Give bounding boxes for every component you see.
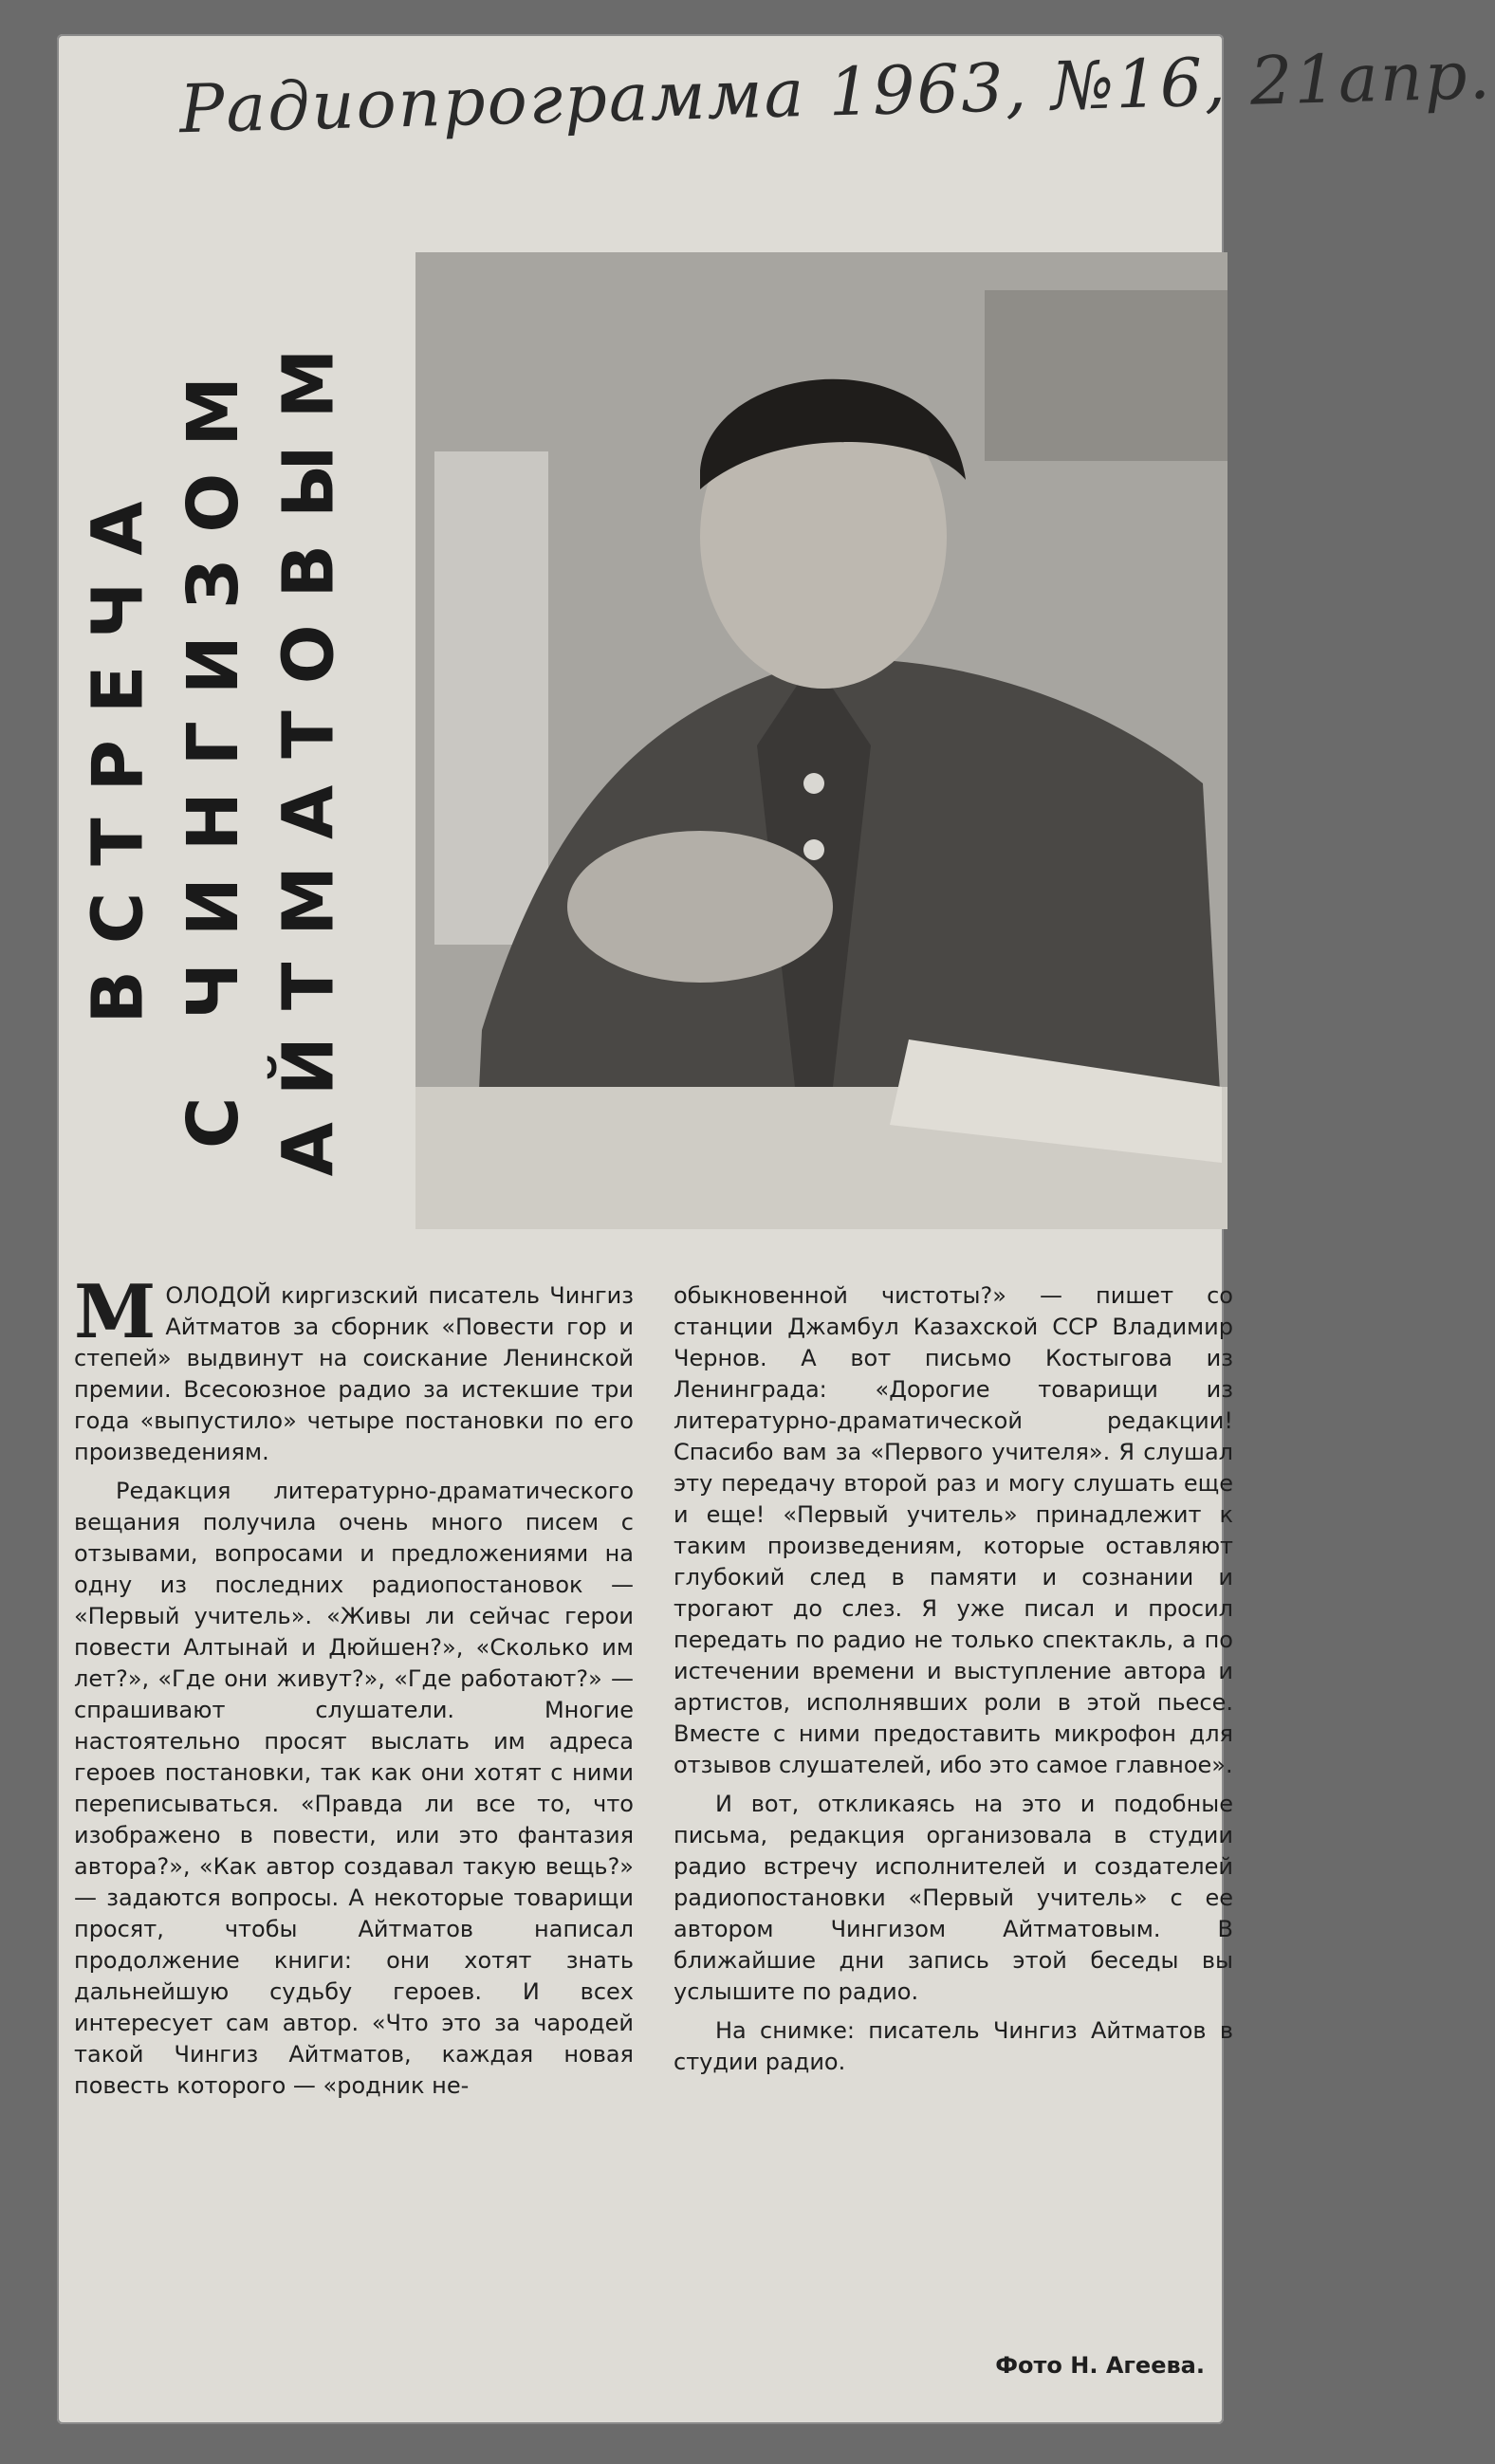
article-lead bbox=[74, 1269, 634, 1468]
portrait-photo-icon bbox=[415, 252, 1227, 1229]
lead-text: ОЛОДОЙ киргизский писатель Чингиз Айтматов за сборник «Повести гор и степей» выдвинут на соискание Ленинской премии. Всесоюзное радио за истекшие три года «выпустило» четыре постановки по его произведениям. bbox=[74, 1282, 634, 1465]
handwritten-note: Радиопрограмма 1963, №16, 21апр. bbox=[178, 36, 1493, 149]
photo-caption: На снимке: писатель Чингиз Айтматов в студии радио. bbox=[674, 2017, 1233, 2075]
article-paragraph-3: обыкновенной чистоты?» — пишет со станции Джамбул Казахской ССР Владимир Чернов. А вот письмо Костыгова из Ленинграда: «Дорогие товарищи из литературно-драматической редакции! Спасибо вам за «Первого учителя». Я слушал эту передачу второй раз и могу слушать еще и еще! «Первый учитель» принадлежит к таким произведениям, которые оставляют глубокий след в памяти и сознании и трогают до слез. Я уже писал и просил передать по радио не только спектакль, а по истечении времени и выступление автора и артистов, исполнявших роли в этой пьесе. Вместе с ними предоставить микрофон для отзывов слушателей, ибо это самое главное». bbox=[674, 1282, 1233, 1778]
article-body bbox=[74, 1269, 1233, 2352]
article-paragraph-2: Редакция литературно-драматического вещания получила очень много писем с отзывами, вопросами и предложениями на одну из последних радиопостановок — «Первый учитель». «Живы ли сейчас герои повести Алтынай и Дюйшен?», «Сколько им лет?», «Где они живут?», «Где работают?» — спрашивают слушатели. Многие настоятельно просят выслать им адреса героев постановки, так как они хотят с ними переписываться. «Правда ли все то, что изображено в повести, или это фантазия автора?», «Как автор создавал такую вещь?» — задаются вопросы. А некоторые товарищи просят, чтобы Айтматов написал продолжение книги: они хотят знать дальнейшую судьбу героев. И всех интересует сам автор. «Что это за чародей такой Чингиз Айтматов, каждая новая повесть которого — «родник не- bbox=[74, 1478, 634, 2099]
headline-line-1-text: ВСТРЕЧА bbox=[78, 474, 160, 1024]
article-paragraph-4: И вот, откликаясь на это и подобные письма, редакция организовала в студии радио встречу исполнителей и создателей радиопостановки «Первый учитель» с ее автором Чингизом Айтматовым. В ближайшие дни запись этой беседы вы услышите по радио. bbox=[674, 1791, 1233, 2005]
article-column-left bbox=[74, 1269, 634, 2352]
portrait-illustration bbox=[415, 252, 1227, 1229]
headline-line-3-text: АЙТМАТОВЫМ bbox=[268, 322, 350, 1177]
headline-line-2-text: С ЧИНГИЗОМ bbox=[173, 350, 254, 1149]
headline-line-1 bbox=[76, 228, 161, 1271]
headline bbox=[71, 228, 356, 1271]
dropcap: М bbox=[74, 1269, 157, 1355]
article-column-right bbox=[674, 1280, 1233, 2352]
headline-line-2 bbox=[171, 228, 256, 1271]
headline-line-3 bbox=[266, 228, 351, 1271]
photo-credit: Фото Н. Агеева. bbox=[995, 2352, 1205, 2379]
